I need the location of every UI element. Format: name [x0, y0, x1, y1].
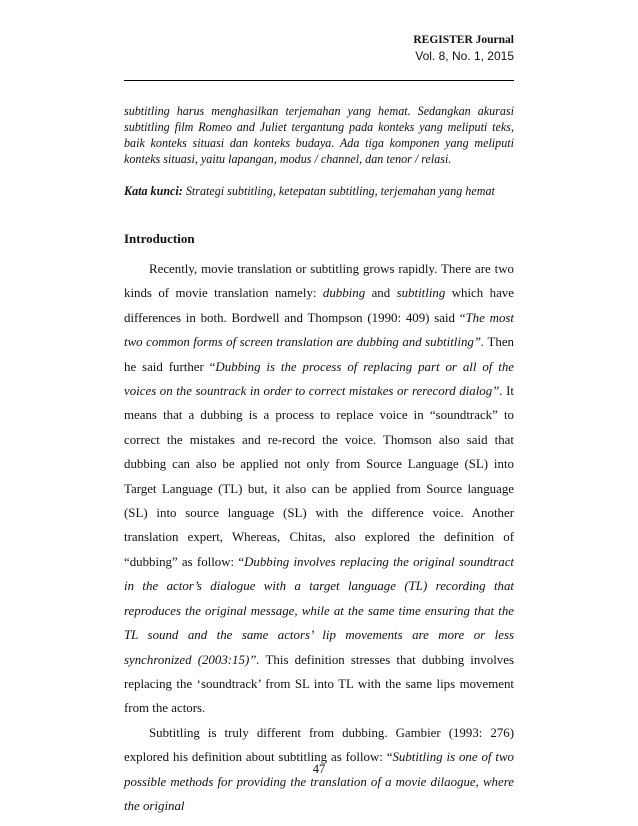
term-subtitling: subtitling	[396, 286, 446, 301]
journal-volume: Vol. 8, No. 1, 2015	[415, 49, 514, 63]
journal-name: REGISTER Journal	[413, 34, 514, 46]
keywords-label: Kata kunci	[124, 184, 179, 198]
quote-dubbing-definition: Dubbing is the process of replacing part or all of the voices on the sountrack in order to correct mistakes or rerecord dialog”.	[124, 359, 514, 399]
text-run: which have differences in both. Bordwell and Thompson (1990: 409) said “	[124, 286, 514, 325]
quote-gambier: Subtitling is one of two possible methods for providing the translation of a movie dilaogue, where the original	[124, 750, 514, 813]
section-title: Introduction	[124, 231, 195, 246]
running-header	[413, 32, 514, 64]
keywords-line	[124, 184, 524, 199]
paragraph-1	[124, 257, 514, 721]
keywords-colon: :	[178, 184, 183, 198]
text-run: This definition stresses that dubbing involves replacing the ‘soundtrack’ from SL into TL with the same lips movement from the actors.	[124, 652, 514, 716]
abstract-text: subtitling harus menghasilkan terjemahan yang hemat. Sedangkan akurasi subtitling film Romeo and Juliet tergantung pada konteks yang meliputi teks, baik konteks situasi dan konteks budaya. Ada tiga komponen yang meliputi konteks situasi, yaitu lapangan, modus / channel, dan tenor / relasi.	[124, 104, 514, 166]
text-run: and	[365, 286, 397, 301]
text-run: Then he said further “	[124, 335, 514, 374]
term-dubbing: dubbing	[322, 286, 366, 301]
quote-chitas: Dubbing involves replacing the original soundtract in the actor’s dialogue with a target language (TL) recording that reproduces the original message, while at the same time ensuring that the TL sound and the same actors’ lip movements are more or less synchronized (2003:15)”.	[124, 554, 515, 667]
keywords-list: Strategi subtitling, ketepatan subtitling, terjemahan yang hemat	[182, 184, 495, 198]
body-text	[124, 257, 514, 818]
text-run: It means that a dubbing is a process to replace voice in “soundtrack” to correct the mistakes and re-record the voice. Thomson also said that dubbing can also be applied not only from Source Language (SL) into Target Language (TL) but, it also can be applied from Source language (SL) into source language (SL) with the difference voice. Another translation expert, Whereas, Chitas, also explored the definition of “dubbing” as follow: “	[124, 384, 514, 569]
quote-bordwell-thompson: The most two common forms of screen translation are dubbing and subtitling”.	[124, 310, 514, 350]
text-run: Subtitling is truly different from dubbing. Gambier (1993: 276) explored his definition about subtitling as follow: “	[124, 725, 514, 765]
text-run: Recently, movie translation or subtitling grows rapidly. There are two kinds of movie translation namely:	[124, 262, 514, 301]
header-rule	[124, 80, 514, 81]
page-number: 47	[312, 762, 326, 776]
